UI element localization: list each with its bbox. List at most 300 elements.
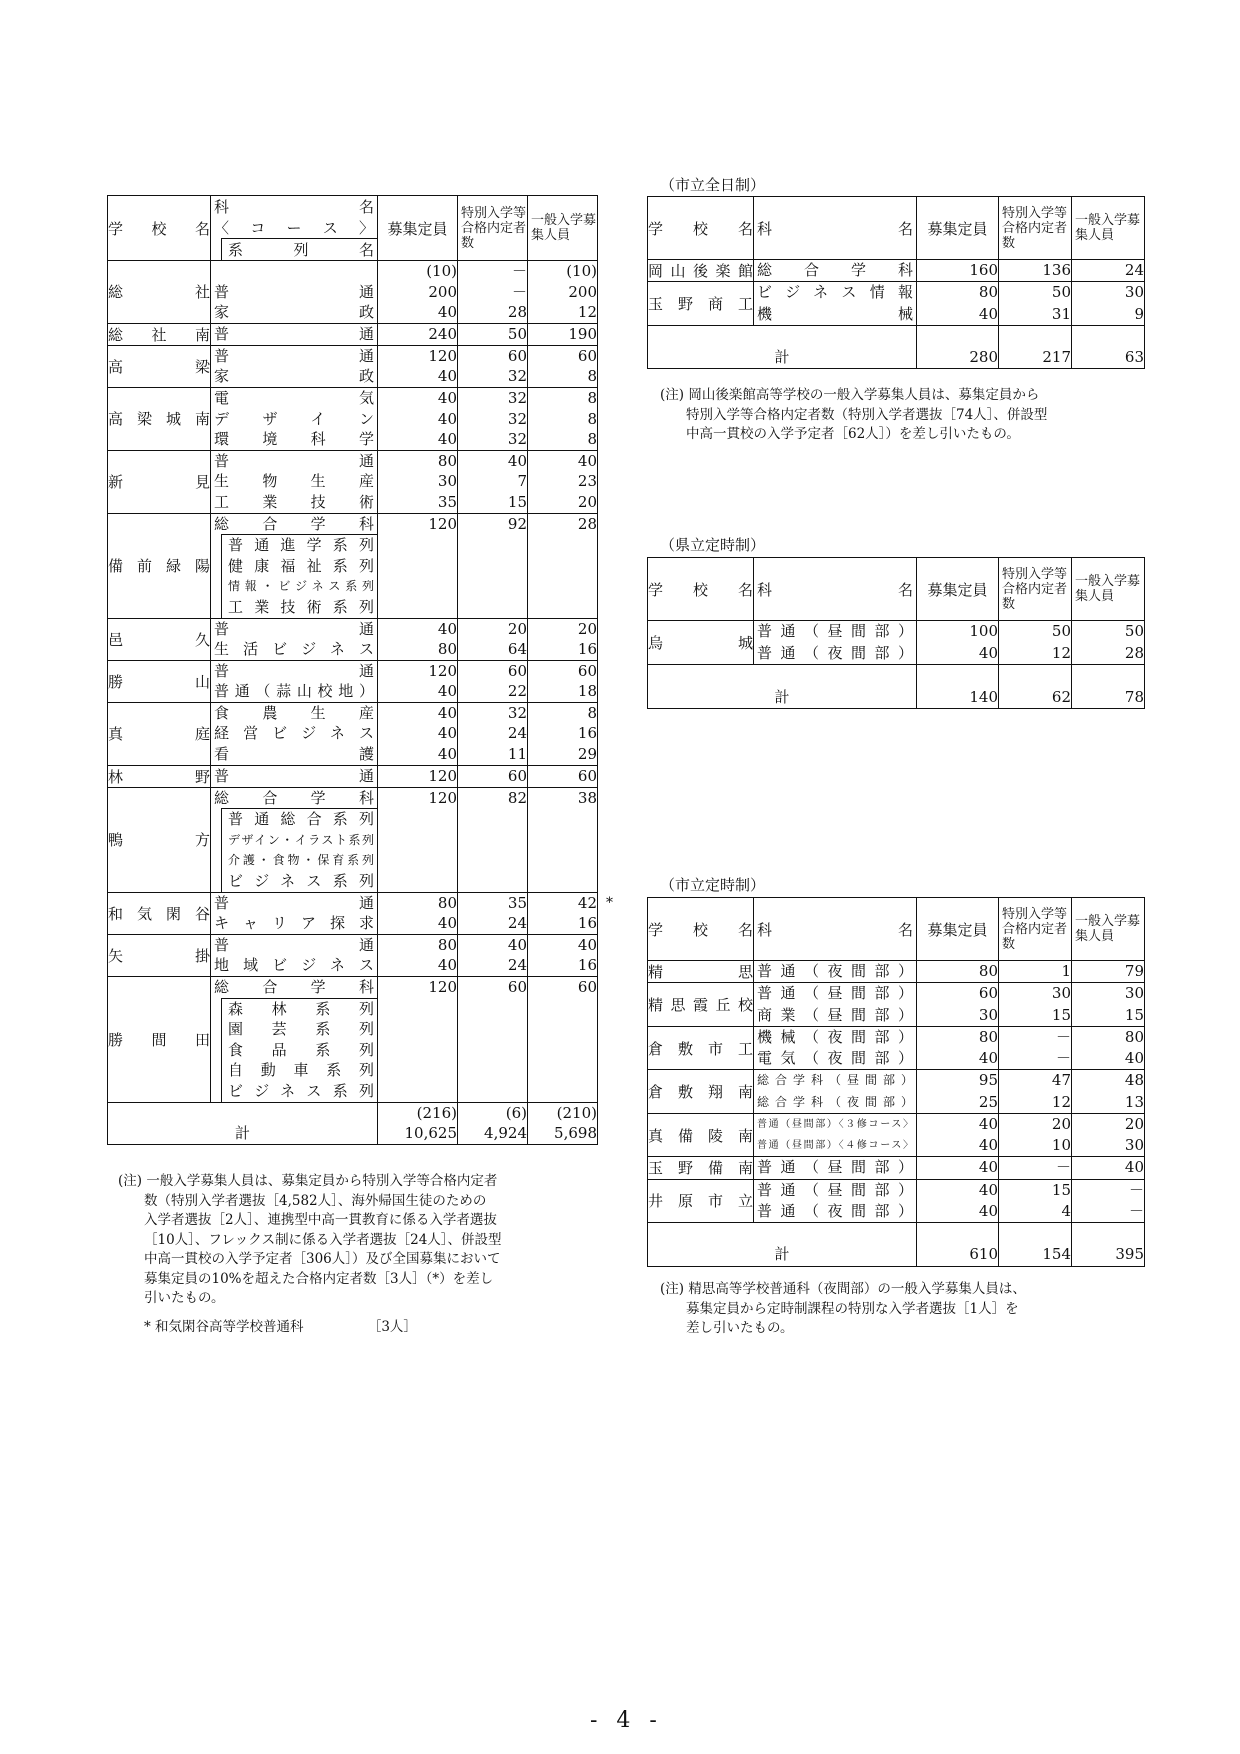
header-course-label: 科 名 — [757, 219, 913, 238]
total-general-value: 63 — [1124, 348, 1144, 367]
course-name: 普通（昼間部）〈３修コース〉 — [757, 1118, 913, 1130]
capacity-value: 40 — [378, 366, 458, 387]
general-value: 30 — [1072, 983, 1145, 1005]
general-value: 60 — [528, 765, 598, 787]
note-line: 募集定員の10%を超えた合格内定者数［3人］（*）を差し — [144, 1270, 494, 1287]
general-value: 200 — [528, 282, 598, 303]
special-value: － — [458, 261, 528, 282]
general-value: － — [1072, 1201, 1145, 1223]
course-cell — [211, 808, 378, 830]
special-value: 15 — [999, 1179, 1072, 1201]
course-cell — [211, 471, 378, 492]
course-name: ビジネス情報 — [757, 283, 913, 302]
course-cell — [211, 534, 378, 556]
special-value: 11 — [458, 744, 528, 765]
total-special-value — [999, 326, 1071, 347]
total-capacity-value: 140 — [969, 687, 998, 706]
table-row — [108, 977, 598, 998]
capacity-value: 40 — [378, 744, 458, 765]
school-name: 総社南 — [108, 323, 211, 345]
general-value: 28 — [1072, 643, 1145, 665]
capacity-value: 80 — [917, 961, 999, 983]
total-general — [1072, 1223, 1145, 1267]
school-row-group — [648, 1113, 1145, 1157]
total-general-value — [1072, 665, 1144, 687]
course-cell — [211, 302, 378, 323]
course-cell — [211, 681, 378, 702]
table-row — [648, 1113, 1145, 1135]
table-row — [648, 983, 1145, 1005]
header-course — [754, 898, 917, 961]
school-name: 総社 — [108, 261, 211, 324]
total-row-group — [108, 1102, 598, 1144]
note-line: 特別入学等合格内定者数（特別入学者選抜［74人］、併設型 — [686, 406, 1048, 423]
special-value: 15 — [999, 1005, 1072, 1027]
special-value: 136 — [999, 260, 1072, 282]
special-value — [458, 871, 528, 892]
header-general: 一般入学募集人員 — [1072, 558, 1145, 621]
special-value: 20 — [458, 618, 528, 639]
general-value: 30 — [1072, 1135, 1145, 1157]
school-name: 井原市立 — [648, 1179, 754, 1223]
school-row-group — [108, 387, 598, 450]
course-name: 地域ビジネス — [214, 956, 374, 975]
general-value: 80 — [1072, 1026, 1145, 1048]
total-capacity-value: 280 — [969, 348, 998, 367]
table-row — [648, 1157, 1145, 1179]
footnote-text: * 和気閑谷高等学校普通科 — [144, 1319, 304, 1335]
capacity-value: 160 — [917, 260, 999, 282]
special-value: 32 — [458, 409, 528, 430]
general-value: 23 — [528, 471, 598, 492]
capacity-value — [378, 534, 458, 556]
general-value: 9 — [1072, 304, 1145, 326]
series-name: 健康福祉系列 — [221, 556, 377, 577]
total-label: 計 — [648, 325, 917, 369]
prefectural-fulltime-table — [107, 195, 613, 1145]
general-value — [528, 871, 598, 892]
capacity-value: 60 — [917, 983, 999, 1005]
capacity-value: 40 — [378, 702, 458, 723]
header-course — [211, 196, 378, 261]
total-capacity-value — [917, 326, 998, 347]
school-row-group — [108, 261, 598, 324]
course-name: 総合学科 — [214, 514, 374, 533]
total-capacity-value — [917, 665, 998, 687]
special-value: 32 — [458, 366, 528, 387]
course-cell — [211, 871, 378, 892]
special-value: 50 — [999, 282, 1072, 304]
total-general-value: 78 — [1124, 687, 1144, 706]
total-row — [648, 1223, 1145, 1267]
series-name: 自動車系列 — [221, 1060, 377, 1081]
general-value: 16 — [528, 639, 598, 660]
capacity-value: 40 — [917, 1157, 999, 1179]
general-value: 8 — [528, 387, 598, 408]
header-special: 特別入学等合格内定者数 — [458, 196, 528, 261]
table-row — [648, 1026, 1145, 1048]
footnote-value: ［3人］ — [367, 1319, 417, 1335]
course-cell — [754, 983, 917, 1005]
course-cell — [754, 260, 917, 282]
header-school: 学 校 名 — [648, 197, 754, 260]
capacity-value: 40 — [917, 1135, 999, 1157]
school-name: 勝間田 — [108, 977, 211, 1103]
capacity-value: 80 — [378, 639, 458, 660]
course-name: 普通 — [214, 893, 374, 912]
course-cell — [754, 304, 917, 326]
school-name: 精思 — [648, 961, 754, 983]
course-name: 普通 — [214, 451, 374, 470]
capacity-value: 120 — [378, 513, 458, 534]
header-capacity: 募集定員 — [917, 558, 999, 621]
header-special: 特別入学等合格内定者数 — [999, 197, 1072, 260]
general-value: 16 — [528, 955, 598, 976]
pref-parttime-table — [647, 557, 1145, 709]
course-cell — [754, 1026, 917, 1048]
course-name: 普通 — [214, 661, 374, 680]
total-special-value — [999, 1223, 1071, 1244]
special-value: 64 — [458, 639, 528, 660]
course-name: 生物生産 — [214, 472, 374, 491]
header-general: 一般入学募集人員 — [1072, 898, 1145, 961]
general-value: 12 — [528, 302, 598, 323]
course-name: 普通 — [214, 282, 374, 301]
course-cell — [754, 1135, 917, 1157]
course-cell — [211, 1040, 378, 1061]
school-name: 高梁 — [108, 345, 211, 387]
course-cell — [754, 1005, 917, 1027]
general-value: － — [1072, 1179, 1145, 1201]
general-value: 40 — [528, 450, 598, 471]
capacity-value: 40 — [378, 723, 458, 744]
course-name: 電気（夜間部） — [757, 1049, 913, 1067]
general-value — [528, 1019, 598, 1040]
school-row-group — [108, 323, 598, 345]
general-value: 48 — [1072, 1070, 1145, 1092]
special-value — [458, 1019, 528, 1040]
total-special — [999, 1223, 1072, 1267]
school-name: 烏城 — [648, 621, 754, 665]
course-cell — [211, 1081, 378, 1102]
general-value: 60 — [528, 345, 598, 366]
capacity-value — [378, 871, 458, 892]
school-row-group — [108, 977, 598, 1103]
course-name: 総合学科（夜間部） — [757, 1094, 913, 1109]
capacity-value: 40 — [917, 1201, 999, 1223]
capacity-value: 95 — [917, 1070, 999, 1092]
table-row — [648, 282, 1145, 304]
general-value: 20 — [528, 618, 598, 639]
note-line: 数（特別入学者選抜［4,582人］、海外帰国生徒のための — [144, 1192, 487, 1209]
table-row — [108, 660, 598, 681]
total-row — [648, 325, 1145, 369]
course-cell — [211, 597, 378, 618]
general-value — [528, 597, 598, 618]
capacity-value: 200 — [378, 282, 458, 303]
general-value: 16 — [528, 913, 598, 934]
total-row-group — [648, 665, 1145, 709]
course-cell — [754, 1048, 917, 1070]
note-line: 中高一貫校の入学予定者［306人］）及び全国募集において — [144, 1251, 501, 1267]
course-cell — [754, 961, 917, 983]
special-value: 60 — [458, 660, 528, 681]
school-row-group — [648, 621, 1145, 665]
general-value — [528, 830, 598, 851]
course-cell — [211, 366, 378, 387]
course-cell — [211, 955, 378, 976]
total-special-value: 154 — [1042, 1245, 1071, 1264]
special-value: 24 — [458, 913, 528, 934]
special-value — [458, 1040, 528, 1061]
note-line: 引いたもの。 — [144, 1290, 225, 1306]
capacity-value: 40 — [378, 387, 458, 408]
table-row — [108, 618, 598, 639]
course-cell — [211, 934, 378, 955]
series-name: 工業技術系列 — [221, 597, 377, 618]
table-row — [648, 1070, 1145, 1092]
special-value — [458, 534, 528, 556]
course-cell — [754, 282, 917, 304]
school-name: 倉敷市工 — [648, 1026, 754, 1070]
special-value: 28 — [458, 302, 528, 323]
header-series: 系 列 名 — [221, 238, 377, 260]
general-value: 79 — [1072, 961, 1145, 983]
capacity-value — [378, 830, 458, 851]
general-value: 60 — [528, 977, 598, 998]
header-school: 学 校 名 — [648, 898, 754, 961]
special-value: 50 — [458, 323, 528, 345]
header-course-sub: 〈 コ ー ス 〉 — [214, 219, 374, 237]
special-value: 50 — [999, 621, 1072, 643]
school-name: 備前緑陽 — [108, 513, 211, 618]
school-row-group — [648, 1070, 1145, 1114]
table-row — [108, 261, 598, 282]
total-row-group — [648, 325, 1145, 369]
course-name: 家政 — [214, 367, 374, 386]
table-row — [108, 765, 598, 787]
header-capacity: 募集定員 — [378, 196, 458, 261]
total-special-value — [999, 665, 1071, 687]
general-value: 13 — [1072, 1092, 1145, 1114]
header-general: 一般入学募集人員 — [1072, 197, 1145, 260]
school-row-group — [648, 983, 1145, 1027]
school-name: 玉野商工 — [648, 282, 754, 326]
course-cell — [754, 1179, 917, 1201]
general-value: 24 — [1072, 260, 1145, 282]
school-name: 精思霞丘校 — [648, 983, 754, 1027]
note-line: (注) 岡山後楽館高等学校の一般入学募集人員は、募集定員から — [660, 387, 1040, 403]
course-cell — [211, 1060, 378, 1081]
course-cell — [211, 744, 378, 765]
general-value: 29 — [528, 744, 598, 765]
course-cell — [211, 765, 378, 787]
capacity-value: 40 — [378, 955, 458, 976]
total-capacity-value: 10,625 — [404, 1124, 457, 1143]
special-value — [458, 1081, 528, 1102]
course-name: デザイン — [214, 409, 374, 428]
school-name: 岡山後楽館 — [648, 260, 754, 282]
general-value: 16 — [528, 723, 598, 744]
course-name: 食農生産 — [214, 703, 374, 722]
course-cell — [211, 830, 378, 851]
course-cell — [211, 913, 378, 934]
header-general: 一般入学募集人員 — [528, 196, 598, 261]
school-name: 新見 — [108, 450, 211, 513]
course-cell — [211, 576, 378, 597]
course-cell — [211, 850, 378, 871]
course-cell — [211, 618, 378, 639]
left-table-note — [118, 1172, 618, 1309]
general-value — [528, 556, 598, 577]
general-value: 40 — [528, 934, 598, 955]
special-value: 7 — [458, 471, 528, 492]
general-value: 15 — [1072, 1005, 1145, 1027]
table-row — [108, 323, 598, 345]
course-name: 普通（夜間部） — [757, 1201, 913, 1220]
total-label: 計 — [648, 1223, 917, 1267]
special-value: 47 — [999, 1070, 1072, 1092]
course-name: 総合学科 — [214, 788, 374, 807]
header-course — [754, 197, 917, 260]
note-line: 差し引いたもの。 — [686, 1320, 794, 1336]
note-line: 募集定員から定時制課程の特別な入学者選抜［1人］を — [686, 1300, 1019, 1317]
general-value: 190 — [528, 323, 598, 345]
capacity-value: 40 — [378, 429, 458, 450]
school-name: 鴨方 — [108, 787, 211, 892]
capacity-value: 35 — [378, 492, 458, 513]
special-value: 20 — [999, 1113, 1072, 1135]
course-name: 商業（昼間部） — [757, 1005, 913, 1024]
general-value: 40 — [1072, 1048, 1145, 1070]
course-name: 普通（昼間部） — [757, 984, 913, 1003]
city-parttime-caption: （市立定時制） — [660, 876, 766, 894]
special-value: － — [999, 1048, 1072, 1070]
course-name: 普通（夜間部） — [757, 643, 913, 662]
course-cell — [754, 1157, 917, 1179]
course-cell — [211, 261, 378, 282]
total-special-value: 4,924 — [484, 1124, 527, 1143]
school-name: 邑久 — [108, 618, 211, 660]
general-value: 38 — [528, 787, 598, 808]
course-name: 普通（昼間部） — [757, 1158, 913, 1177]
course-name: 普通 — [214, 346, 374, 365]
capacity-value: (10) — [378, 261, 458, 282]
school-name: 倉敷翔南 — [648, 1070, 754, 1114]
total-special-value: 217 — [1042, 348, 1071, 367]
school-name: 真備陵南 — [648, 1113, 754, 1157]
total-special-value: 62 — [1051, 687, 1071, 706]
special-value: － — [458, 282, 528, 303]
course-cell — [211, 409, 378, 430]
note-line: ［10人］、フレックス制に係る入学者選抜［24人］、併設型 — [144, 1231, 502, 1248]
header-course-label: 科 名 — [757, 920, 913, 939]
special-value: 30 — [999, 983, 1072, 1005]
header-special: 特別入学等合格内定者数 — [999, 558, 1072, 621]
school-row-group — [108, 934, 598, 976]
course-name: 生活ビジネス — [214, 640, 374, 659]
course-name: 総合学科 — [757, 261, 913, 279]
city-fulltime-note — [660, 386, 1140, 445]
special-value — [458, 850, 528, 871]
course-name: 機械 — [757, 304, 913, 323]
total-row — [648, 665, 1145, 709]
general-value: 50 — [1072, 621, 1145, 643]
course-cell — [754, 1092, 917, 1114]
special-value: 40 — [458, 934, 528, 955]
school-name: 高梁城南 — [108, 387, 211, 450]
capacity-value: 120 — [378, 660, 458, 681]
total-special — [458, 1102, 528, 1144]
school-row-group — [108, 345, 598, 387]
total-capacity-value: 610 — [969, 1245, 998, 1264]
total-special — [999, 665, 1072, 709]
special-value — [458, 998, 528, 1020]
general-value: 20 — [528, 492, 598, 513]
course-name: 普通 — [214, 766, 374, 785]
capacity-value: 40 — [917, 1179, 999, 1201]
capacity-value: 40 — [917, 1113, 999, 1135]
series-name: 介護・食物・保育系列 — [221, 850, 377, 871]
school-row-group — [108, 660, 598, 702]
capacity-value: 30 — [917, 1005, 999, 1027]
capacity-value: 80 — [378, 892, 458, 913]
course-cell — [754, 1070, 917, 1092]
asterisk-mark: * — [606, 894, 613, 911]
special-value: 60 — [458, 765, 528, 787]
general-value — [528, 1060, 598, 1081]
table-row — [108, 702, 598, 723]
pref-parttime-caption: （県立定時制） — [660, 536, 766, 554]
total-general — [528, 1102, 598, 1144]
general-value — [528, 808, 598, 830]
school-row-group — [108, 787, 598, 892]
series-name: デザイン・イラスト系列 — [221, 830, 377, 851]
header-course-label: 科 名 — [214, 198, 374, 216]
special-value — [458, 1060, 528, 1081]
capacity-value: 40 — [917, 1048, 999, 1070]
general-value: 60 — [528, 660, 598, 681]
capacity-value — [378, 1081, 458, 1102]
capacity-value: 40 — [378, 681, 458, 702]
capacity-value: 40 — [917, 643, 999, 665]
course-cell — [754, 621, 917, 643]
capacity-value: 80 — [917, 282, 999, 304]
city-parttime-note — [660, 1280, 1140, 1339]
capacity-value: 240 — [378, 323, 458, 345]
note-line: (注) 一般入学募集人員は、募集定員から特別入学等合格内定者 — [118, 1173, 498, 1189]
course-name: 普通（夜間部） — [757, 962, 913, 980]
course-cell — [211, 387, 378, 408]
table-row — [648, 621, 1145, 643]
total-capacity — [917, 665, 999, 709]
table-row — [108, 513, 598, 534]
capacity-value: 120 — [378, 765, 458, 787]
general-value: 40 — [1072, 1157, 1145, 1179]
school-name: 矢掛 — [108, 934, 211, 976]
course-name: 総合学科（昼間部） — [757, 1073, 913, 1088]
course-cell — [211, 323, 378, 345]
capacity-value — [378, 998, 458, 1020]
series-name: 普通進学系列 — [221, 534, 377, 556]
school-row-group — [648, 1179, 1145, 1223]
special-value: 82 — [458, 787, 528, 808]
capacity-value — [378, 556, 458, 577]
special-value: 1 — [999, 961, 1072, 983]
total-general-value — [1072, 326, 1144, 347]
total-general-value — [1072, 1223, 1144, 1244]
capacity-value: 40 — [378, 913, 458, 934]
